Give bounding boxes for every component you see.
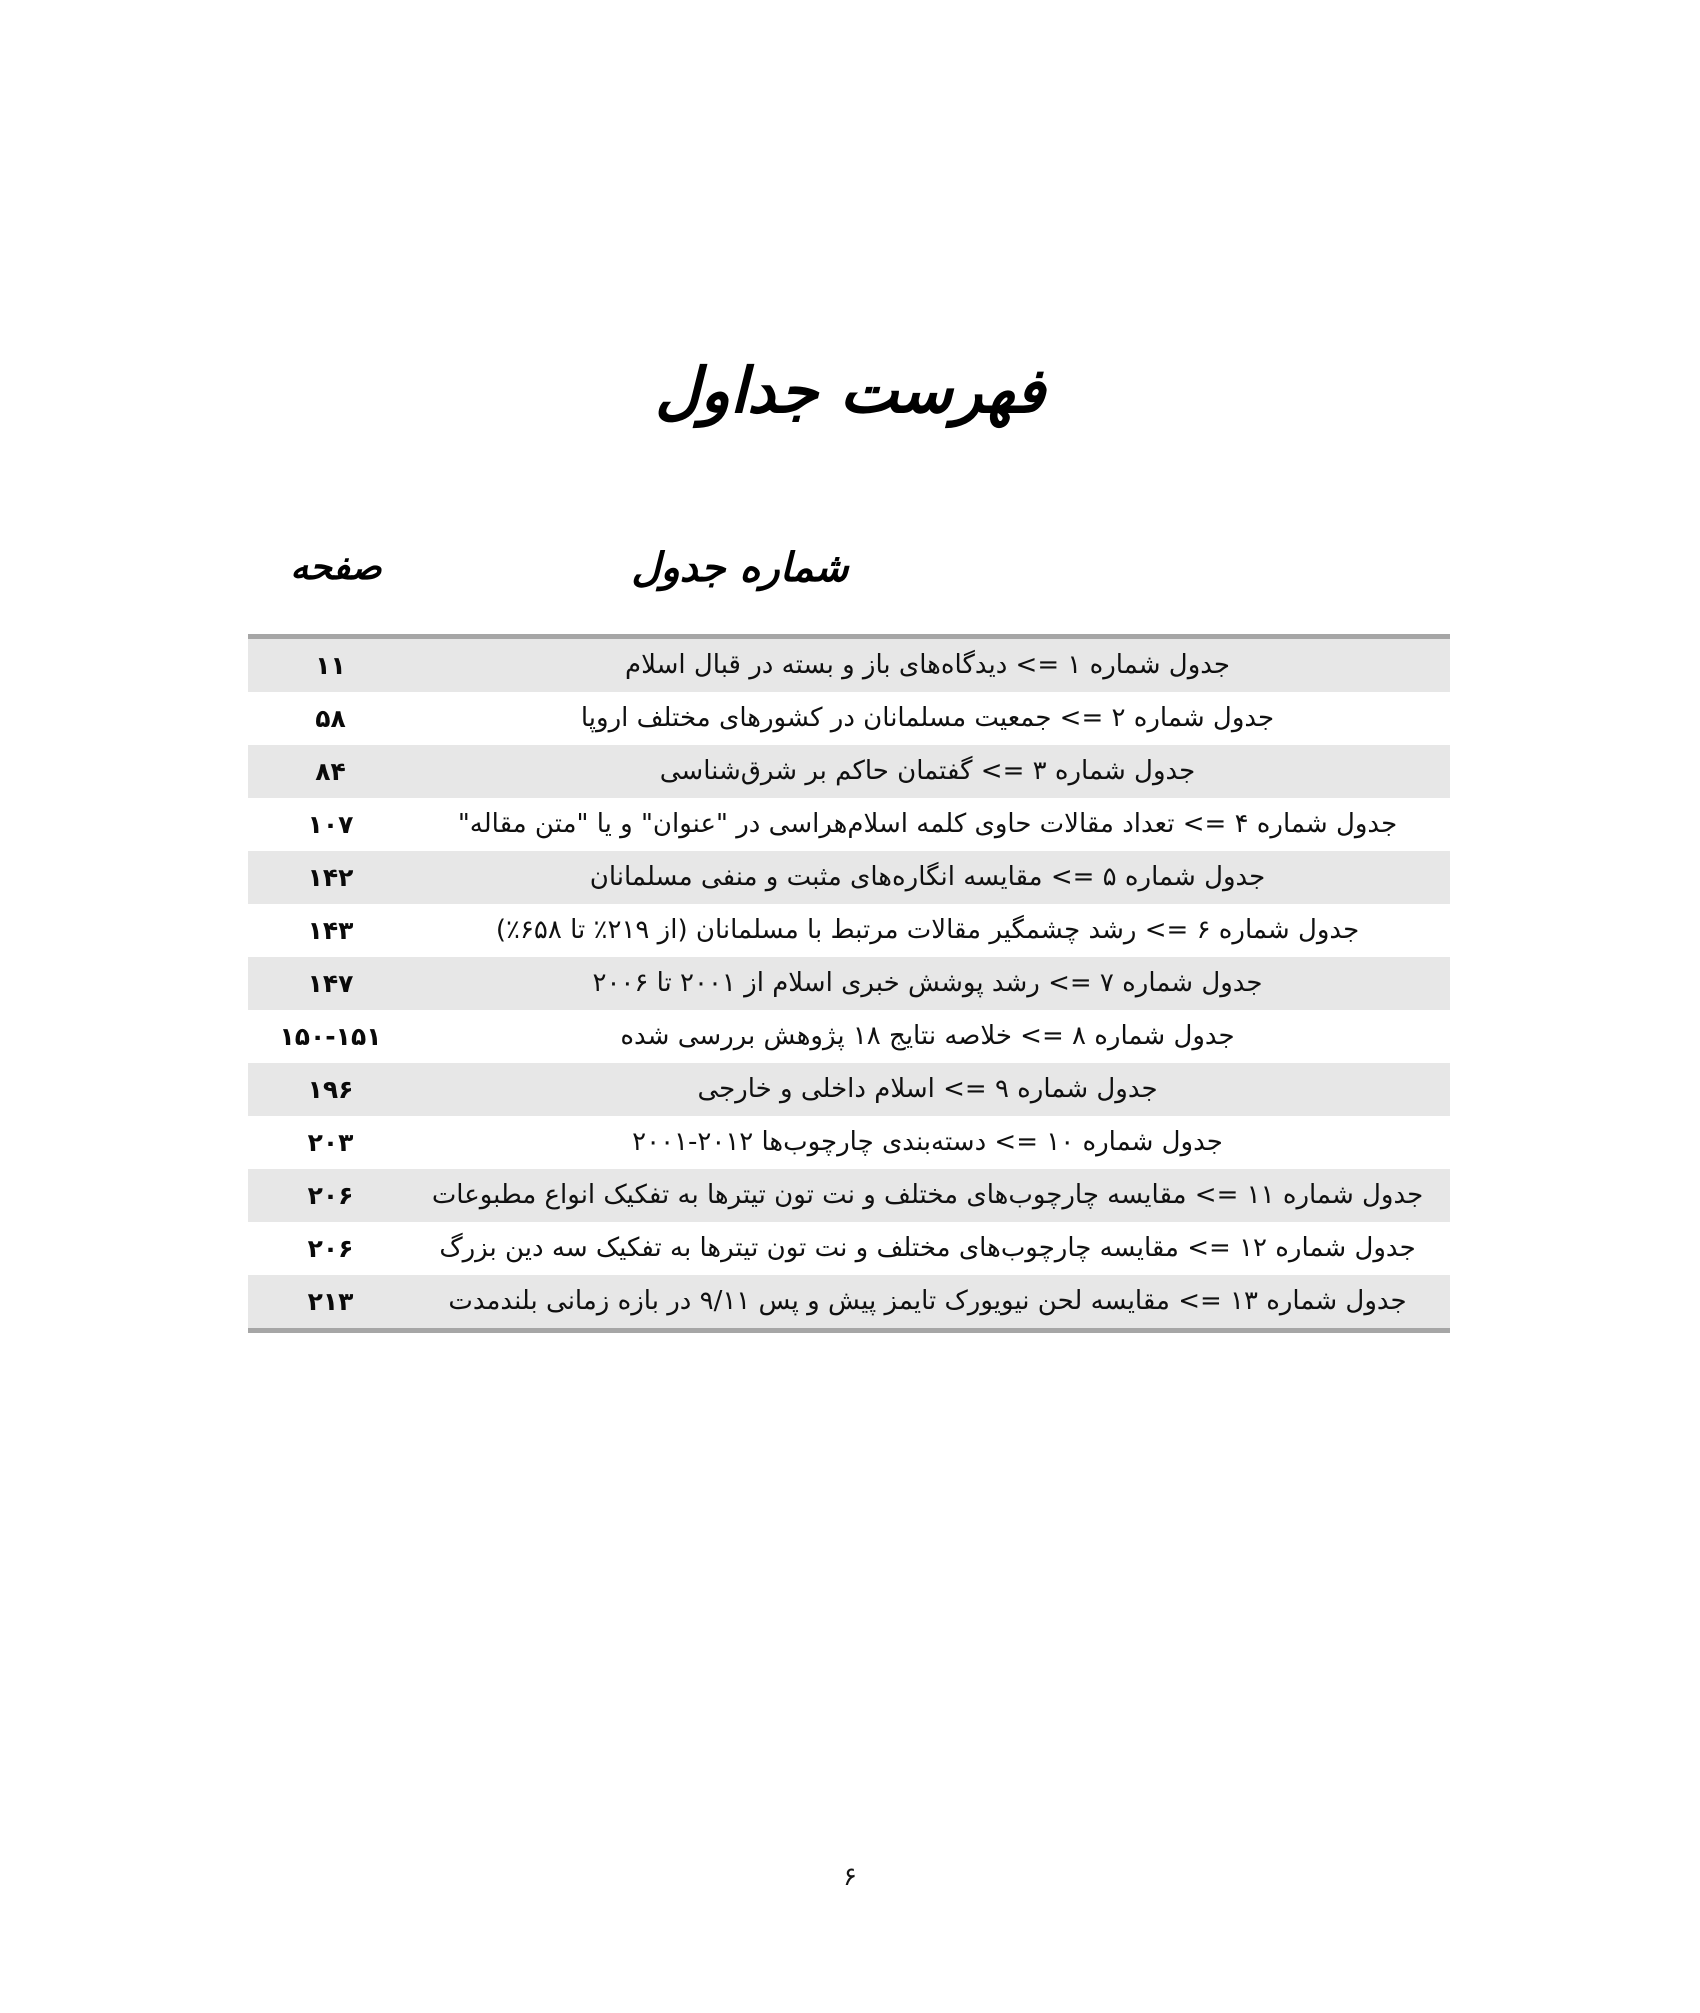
table-entry-page-number: ۵۸	[315, 703, 346, 733]
page-title: فهرست جداول	[655, 354, 1045, 427]
table-entry-title: جدول شماره ۱۱ => مقایسه چارچوب‌های مختلف و نت تون تیترها به تفکیک انواع مطبوعات	[431, 1180, 1424, 1211]
table-entry-title: جدول شماره ۱۳ => مقایسه لحن نیویورک تایمز پیش و پس ۹/۱۱ در بازه زمانی بلندمدت	[448, 1286, 1407, 1317]
table-entry-title: جدول شماره ۹ => اسلام داخلی و خارجی	[697, 1074, 1158, 1105]
table-entry-title: جدول شماره ۵ => مقایسه انگاره‌های مثبت و منفی مسلمانان	[589, 862, 1266, 893]
table-entry-page-number: ۱۱	[315, 650, 346, 680]
table-row	[248, 904, 1450, 957]
table-entry-title: جدول شماره ۴ => تعداد مقالات حاوی کلمه اسلام‌هراسی در "عنوان" و یا "متن مقاله"	[457, 809, 1398, 840]
table-row	[248, 1010, 1450, 1063]
table-entry-title: جدول شماره ۲ => جمعیت مسلمانان در کشورهای مختلف اروپا	[580, 703, 1275, 734]
table-entry-page-number: ۱۵۰-۱۵۱	[279, 1021, 382, 1051]
table-entry-title: جدول شماره ۸ => خلاصه نتایج ۱۸ پژوهش بررسی شده	[620, 1021, 1235, 1052]
table-entry-page-number: ۲۱۳	[307, 1286, 354, 1316]
table-entry-page-number: ۱۹۶	[307, 1074, 354, 1104]
list-of-tables	[248, 634, 1450, 1333]
table-entry-page-number: ۲۰۳	[307, 1127, 354, 1157]
table-entry-title: جدول شماره ۳ => گفتمان حاکم بر شرق‌شناسی	[659, 756, 1196, 787]
table-entry-page-number: ۲۰۶	[307, 1233, 354, 1263]
table-row	[248, 692, 1450, 745]
table-entry-title: جدول شماره ۶ => رشد چشمگیر مقالات مرتبط با مسلمانان (از ۲۱۹٪ تا ۶۵۸٪)	[495, 915, 1360, 946]
table-row	[248, 798, 1450, 851]
table-entry-title: جدول شماره ۷ => رشد پوشش خبری اسلام از ۲۰۰۱ تا ۲۰۰۶	[592, 968, 1263, 999]
table-row	[248, 639, 1450, 692]
table-entry-title: جدول شماره ۱۰ => دسته‌بندی چارچوب‌ها ۲۰۱۲-۲۰۰۱	[632, 1127, 1223, 1158]
table-row	[248, 1116, 1450, 1169]
table-row	[248, 1222, 1450, 1275]
table-entry-page-number: ۲۰۶	[307, 1180, 354, 1210]
table-row	[248, 745, 1450, 798]
table-row	[248, 1063, 1450, 1116]
table-row	[248, 851, 1450, 904]
column-headers	[248, 540, 1450, 626]
table-entry-title: جدول شماره ۱۲ => مقایسه چارچوب‌های مختلف و نت تون تیترها به تفکیک سه دین بزرگ	[439, 1233, 1416, 1264]
table-row	[248, 1275, 1450, 1328]
table-entry-page-number: ۱۴۳	[307, 915, 354, 945]
table-entry-page-number: ۱۰۷	[307, 809, 354, 839]
table-entry-title: جدول شماره ۱ => دیدگاه‌های باز و بسته در قبال اسلام	[625, 650, 1230, 681]
table-row	[248, 957, 1450, 1010]
table-entry-page-number: ۱۴۲	[307, 862, 354, 892]
table-row	[248, 1169, 1450, 1222]
column-header-table-number: شماره جدول	[631, 544, 849, 591]
table-entry-page-number: ۱۴۷	[307, 968, 354, 998]
column-header-page: صفحه	[290, 546, 382, 588]
table-entry-page-number: ۸۴	[315, 756, 346, 786]
page-folio-number: ۶	[843, 1862, 857, 1892]
